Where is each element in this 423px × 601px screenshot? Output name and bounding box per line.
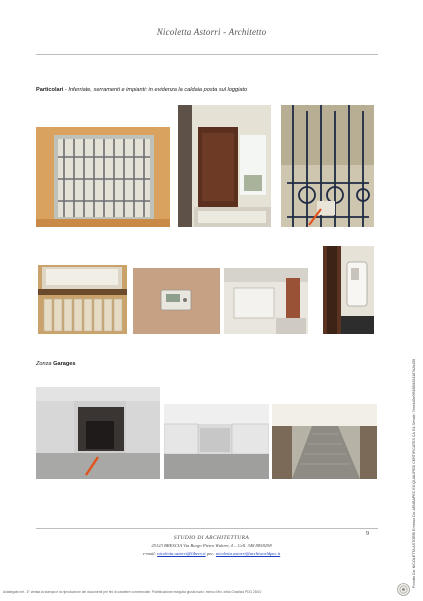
caption-description: - Inferriate, serramenti e impianti: in evidenza la caldaia posta sul loggiato (63, 87, 248, 93)
caption-bold-garages: Garages (53, 361, 76, 367)
photo-door-interior (178, 105, 271, 227)
digital-signature-stamp (409, 320, 421, 588)
caption-bold-particolari: Particolari (36, 87, 64, 93)
publication-disclaimer: Astalegale.net - E' vietata la stampa e la riproduzione dei documenti per fini di carattere commerciale. Pubblicazione eseguita giusta iscriz. elenco Min. della Giustizia PDG 28/10 (3, 590, 262, 594)
photo-garage-open (36, 387, 160, 479)
caption-prefix-zonza: Zonza (36, 361, 54, 367)
header-divider (36, 54, 378, 55)
footer-email-line (0, 551, 423, 556)
footer-studio-title: STUDIO DI ARCHITETTURA (173, 535, 250, 541)
email-link-libero[interactable]: nicoletta.astorri@libero.it (157, 551, 206, 556)
pec-prefix: pec: (206, 551, 215, 556)
photo-window-grate (36, 127, 170, 227)
photo-garage-corridor (164, 404, 269, 479)
photo-garage-ramp (272, 404, 377, 479)
email-prefix: e-mail: (142, 551, 157, 556)
footer-address: 25123 BRESCIA Via Borgo Pietro Wuhrer, 4 – Cell. 348 8858298 (151, 543, 272, 548)
footer-divider (36, 528, 378, 529)
page-header-title: Nicoletta Astorri - Architetto (156, 27, 267, 37)
page-number: 9 (366, 531, 369, 537)
signature-stamp-text: Firmato Da: NICOLETTA ASTORRI Emesso Da: ARUBAPEC EU QUALIFIED CERTIFICATES CA G1 Serial#: 7ece4d3e0f5188f4831187b2b455 (412, 358, 416, 588)
email-link-pec[interactable]: nicoletta.astorri@archiworldpec.it (215, 551, 281, 556)
photo-gate-ironwork (281, 105, 374, 227)
section-caption-garages (36, 361, 236, 367)
section-caption-particolari (36, 87, 396, 93)
photo-thermostat (133, 268, 220, 334)
photo-boiler (224, 268, 308, 334)
photo-radiator-window (38, 265, 127, 334)
photo-intercom (323, 246, 374, 334)
